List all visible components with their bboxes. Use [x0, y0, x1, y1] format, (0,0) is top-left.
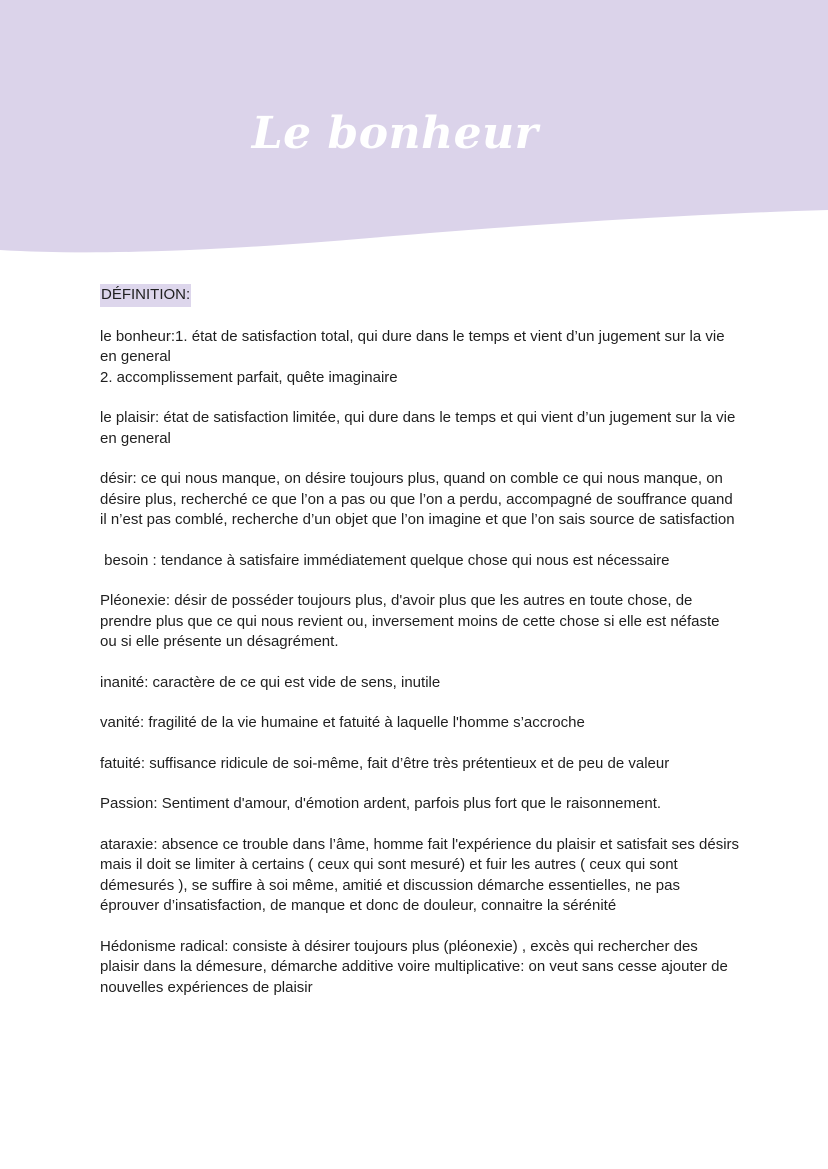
definition-line: inanité: caractère de ce qui est vide de sens, inutile	[100, 673, 441, 691]
definition-line: Pléonexie: désir de posséder toujours plus, d'avoir plus que les autres en toute chose, de prendre plus que ce qui nous revient ou, inversement moins de cette chose si elle est néfaste ou si elle présente un désagrément.	[100, 592, 720, 650]
definition-entry	[100, 754, 740, 775]
section-heading: DÉFINITION:	[100, 284, 191, 307]
definition-line: fatuité: suffisance ridicule de soi-même, fait d’être très prétentieux et de peu de valeur	[100, 754, 670, 772]
definition-line: besoin : tendance à satisfaire immédiatement quelque chose qui nous est nécessaire	[100, 551, 670, 569]
definition-line: désir: ce qui nous manque, on désire toujours plus, quand on comble ce qui nous manque, on désire plus, recherché ce que l’on a pas ou que l’on a perdu, accompagné de souffrance quand il n’est pas comblé, recherche d’un objet que l’on imagine et que l’on sais source de satisfaction	[100, 470, 735, 528]
header-banner	[0, 0, 828, 270]
definition-entry	[100, 673, 740, 694]
definition-line: le plaisir: état de satisfaction limitée, qui dure dans le temps et qui vient d’un jugement sur la vie en general	[100, 409, 736, 447]
definition-line: Passion: Sentiment d'amour, d'émotion ardent, parfois plus fort que le raisonnement.	[100, 795, 662, 812]
document-body	[100, 284, 740, 1018]
definition-line: 2. accomplissement parfait, quête imaginaire	[100, 368, 398, 386]
definition-entry	[100, 794, 740, 815]
definition-entry	[100, 591, 740, 653]
definition-line: Hédonisme radical: consiste à désirer toujours plus (pléonexie) , excès qui rechercher des plaisir dans la démesure, démarche additive voire multiplicative: on veut sans cesse ajouter de nouvelles expériences de plaisir	[100, 937, 728, 996]
definition-entry	[100, 835, 740, 917]
definition-line: ataraxie: absence ce trouble dans l’âme, homme fait l'expérience du plaisir et satisfait ses désirs mais il doit se limiter à certains ( ceux qui sont mesuré) et fuir les autres ( ceux qui sont démesurés ), se suffire à soi même, amitié et discussion démarche essentielles, ne pas éprouver d’insatisfaction, de manque et donc de douleur, connaitre la sérénité	[100, 835, 740, 914]
definition-entry	[100, 937, 740, 999]
definition-entry	[100, 408, 740, 449]
definition-line: vanité: fragilité de la vie humaine et fatuité à laquelle l'homme s’accroche	[100, 714, 585, 731]
definition-entry	[100, 469, 740, 531]
definition-entry	[100, 551, 740, 572]
page-title: Le bonheur	[251, 108, 539, 159]
definition-line: le bonheur:1. état de satisfaction total, qui dure dans le temps et vient d’un jugement sur la vie en general	[100, 327, 725, 365]
definition-entry	[100, 327, 740, 389]
definition-entry	[100, 713, 740, 734]
